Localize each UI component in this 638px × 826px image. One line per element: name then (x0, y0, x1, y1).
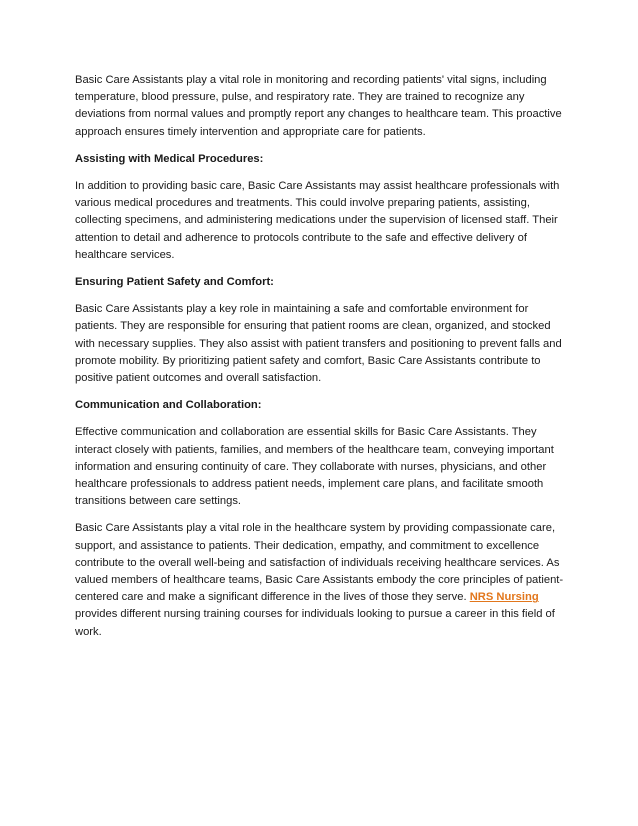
paragraph-vital-signs: Basic Care Assistants play a vital role in monitoring and recording patients' vital signs, including temperature, blood pressure, pulse, and respiratory rate. They are trained to recognize any deviations from normal values and promptly report any changes to healthcare team. This proactive approach ensures timely intervention and appropriate care for patients. (75, 74, 562, 138)
paragraph-patient-safety: Basic Care Assistants play a key role in maintaining a safe and comfortable environment for patients. They are responsible for ensuring that patient rooms are clean, organized, and stocked with necessary supplies. They also assist with patient transfers and positioning to prevent falls and promote mobility. By prioritizing patient safety and comfort, Basic Care Assistants contribute to positive patient outcomes and overall satisfaction. (75, 303, 562, 385)
heading-patient-safety: Ensuring Patient Safety and Comfort: (75, 276, 274, 289)
conclusion-text-after: provides different nursing training courses for individuals looking to pursue a career in this field of work. (75, 608, 555, 638)
document-page (75, 72, 567, 651)
paragraph-communication: Effective communication and collaboration are essential skills for Basic Care Assistants. They interact closely with patients, families, and members of the healthcare team, conveying important information and ensuring continuity of care. They collaborate with nurses, physicians, and other healthcare professionals to address patient needs, implement care plans, and facilitate smooth transitions between care settings. (75, 426, 554, 508)
paragraph-conclusion (75, 520, 567, 640)
nrs-nursing-link[interactable]: NRS Nursing (469, 591, 539, 604)
conclusion-text-before: Basic Care Assistants play a vital role in the healthcare system by providing compassionate care, support, and assistance to patients. Their dedication, empathy, and commitment to excellence contribute to the overall well-being and satisfaction of individuals receiving healthcare services. As valued members of healthcare teams, Basic Care Assistants embody the core principles of patient-centered care and make a significant difference in the lives of those they serve. (75, 522, 564, 604)
heading-medical-procedures: Assisting with Medical Procedures: (75, 152, 264, 165)
heading-communication: Communication and Collaboration: (75, 399, 262, 412)
paragraph-medical-procedures: In addition to providing basic care, Basic Care Assistants may assist healthcare professionals with various medical procedures and treatments. This could involve preparing patients, assisting, collecting specimens, and administering medications under the supervision of licensed staff. Their attention to detail and adherence to protocols contribute to the safe and effective delivery of healthcare services. (75, 180, 560, 261)
